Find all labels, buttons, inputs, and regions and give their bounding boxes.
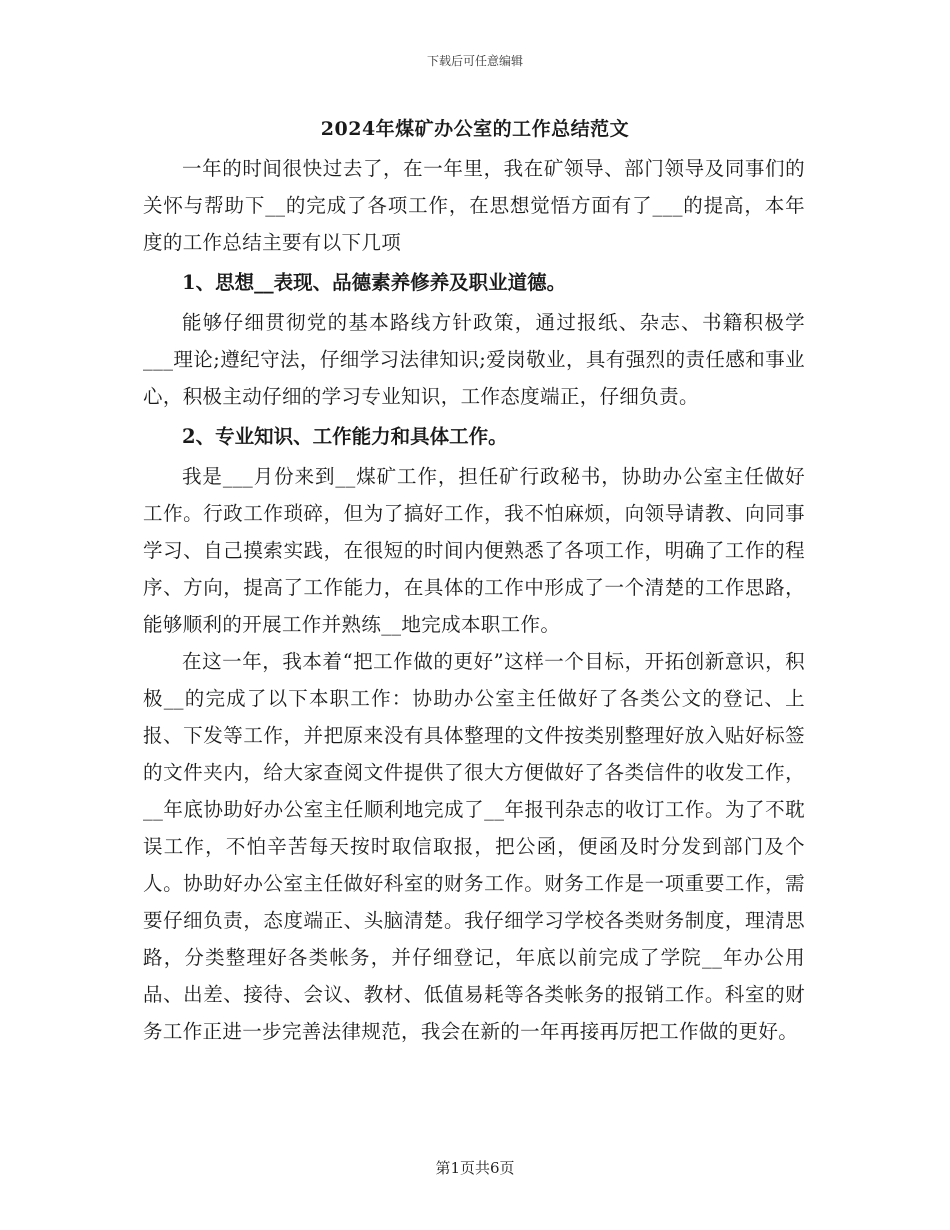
section-2-heading: 2、专业知识、工作能力和具体工作。: [182, 425, 508, 448]
section-1-heading: 1、思想__表现、品德素养修养及职业道德。: [182, 271, 567, 294]
section-2-paragraph-1: 我是___月份来到__煤矿工作，担任矿行政秘书，协助办公室主任做好工作。行政工作琐碎，但为了搞好工作，我不怕麻烦，向领导请教、向同事学习、自己摸索实践，在很短的时间内便熟悉了各项工作，明确了工作的程序、方向，提高了工作能力，在具体的工作中形成了一个清楚的工作思路，能够顺利的开展工作并熟练__地完成本职工作。: [143, 465, 805, 636]
document-body: [143, 150, 805, 1050]
section-1-paragraph: 能够仔细贯彻党的基本路线方针政策，通过报纸、杂志、书籍积极学___理论;遵纪守法，仔细学习法律知识;爱岗敬业，具有强烈的责任感和事业心，积极主动仔细的学习专业知识，工作态度端正，仔细负责。: [143, 311, 805, 408]
page-header-note: 下载后可任意编辑: [426, 54, 523, 68]
section-2-paragraph-2: 在这一年，我本着“把工作做的更好”这样一个目标，开拓创新意识，积极__的完成了以下本职工作：协助办公室主任做好了各类公文的登记、上报、下发等工作，并把原来没有具体整理的文件按类别整理好放入贴好标签的文件夹内，给大家查阅文件提供了很大方便做好了各类信件的收发工作，__年底协助好办公室主任顺利地完成了__年报刊杂志的收订工作。为了不耽误工作，不怕辛苦每天按时取信取报，把公函，便函及时分发到部门及个人。协助好办公室主任做好科室的财务工作。财务工作是一项重要工作，需要仔细负责，态度端正、头脑清楚。我仔细学习学校各类财务制度，理清思路，分类整理好各类帐务，并仔细登记，年底以前完成了学院__年办公用品、出差、接待、会议、教材、低值易耗等各类帐务的报销工作。科室的财务工作正进一步完善法律规范，我会在新的一年再接再厉把工作做的更好。: [143, 650, 805, 1043]
intro-paragraph: 一年的时间很快过去了，在一年里，我在矿领导、部门领导及同事们的关怀与帮助下__的完成了各项工作，在思想觉悟方面有了___的提高，本年度的工作总结主要有以下几项: [143, 157, 805, 254]
document-title: 2024年煤矿办公室的工作总结范文: [320, 118, 630, 140]
page-number-footer: 第1页共6页: [435, 1159, 515, 1177]
